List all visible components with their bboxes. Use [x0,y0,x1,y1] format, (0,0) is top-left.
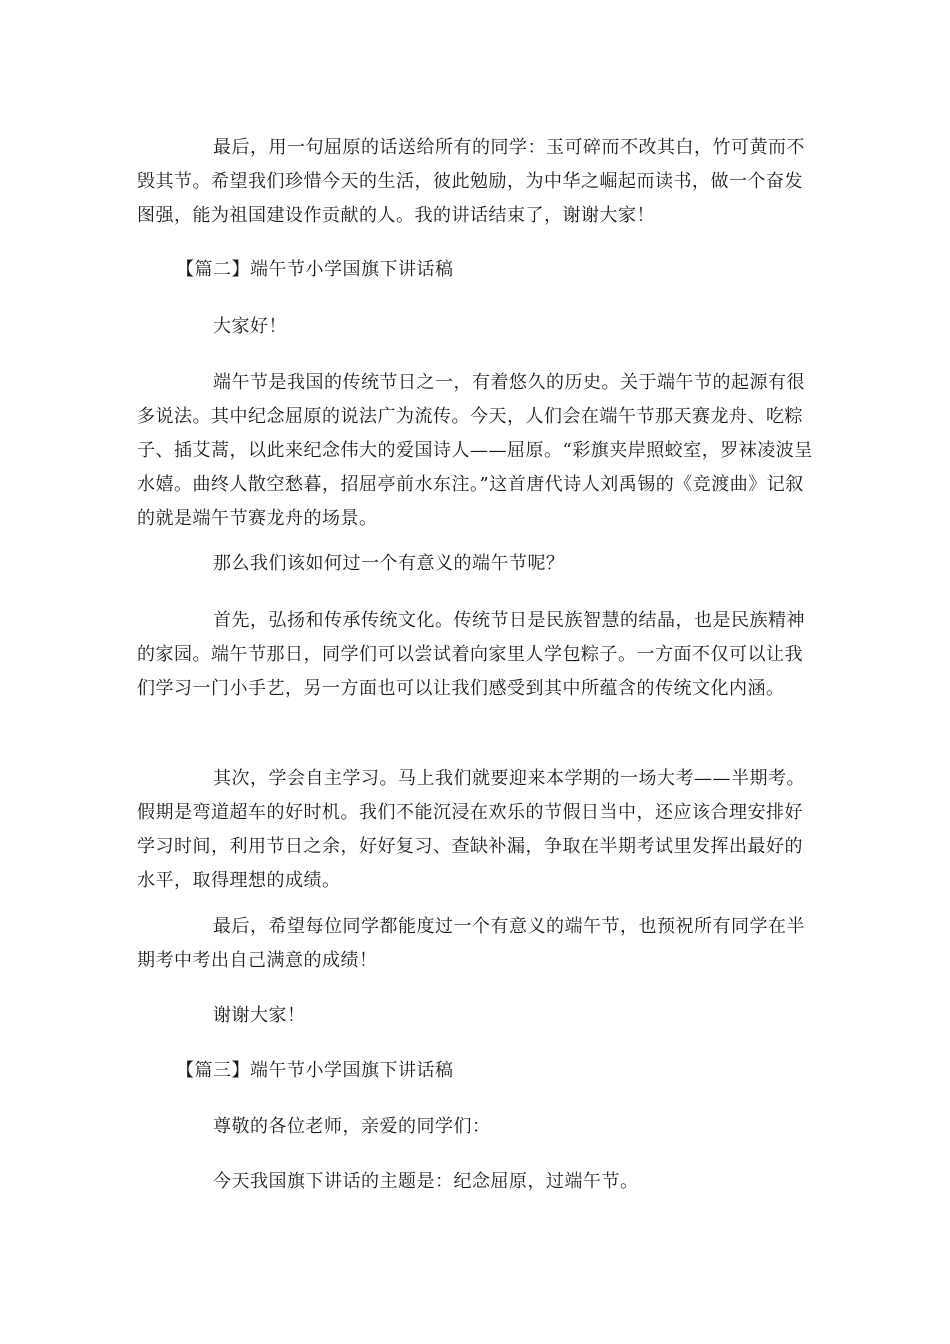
paragraph-dragon-boat-origin: 端午节是我国的传统节日之一，有着悠久的历史。关于端午节的起源有很多说法。其中纪念屈原的说法广为流传。今天，人们会在端午节那天赛龙舟、吃粽子、插艾蒿，以此来纪念伟大的爱国诗人——屈原。“彩旗夹岸照蛟室，罗袜凌波呈水嬉。曲终人散空愁暮，招屈亭前水东注。”这首唐代诗人刘禹锡的《竞渡曲》记叙的就是端午节赛龙舟的场景。 [137,372,813,529]
paragraph-question: 那么我们该如何过一个有意义的端午节呢？ [213,553,565,574]
paragraph-closing-wish: 最后，希望每位同学都能度过一个有意义的端午节，也预祝所有同学在半期考中考出自己满意的成绩！ [137,916,805,971]
paragraph-theme: 今天我国旗下讲话的主题是：纪念屈原，过端午节。 [213,1171,639,1192]
paragraph-greeting: 大家好！ [213,316,287,337]
section-heading-part-two: 【篇二】端午节小学国旗下讲话稿 [176,259,454,280]
paragraph-salutation: 尊敬的各位老师，亲爱的同学们： [213,1116,491,1137]
paragraph-second-point: 其次，学会自主学习。马上我们就要迎来本学期的一场大考——半期考。假期是弯道超车的好时机。我们不能沉浸在欢乐的节假日当中，还应该合理安排好学习时间，利用节日之余，好好复习、查缺补漏，争取在半期考试里发挥出最好的水平，取得理想的成绩。 [137,768,805,891]
paragraph-closing-quote: 最后，用一句屈原的话送给所有的同学：玉可碎而不改其白，竹可黄而不毁其节。希望我们珍惜今天的生活，彼此勉励，为中华之崛起而读书，做一个奋发图强，能为祖国建设作贡献的人。我的讲话结束了，谢谢大家！ [137,137,805,226]
paragraph-first-point: 首先，弘扬和传承传统文化。传统节日是民族智慧的结晶，也是民族精神的家园。端午节那日，同学们可以尝试着向家里人学包粽子。一方面不仅可以让我们学习一门小手艺，另一方面也可以让我们感受到其中所蕴含的传统文化内涵。 [137,610,805,699]
section-heading-part-three: 【篇三】端午节小学国旗下讲话稿 [176,1060,454,1081]
paragraph-thanks: 谢谢大家！ [213,1005,306,1026]
